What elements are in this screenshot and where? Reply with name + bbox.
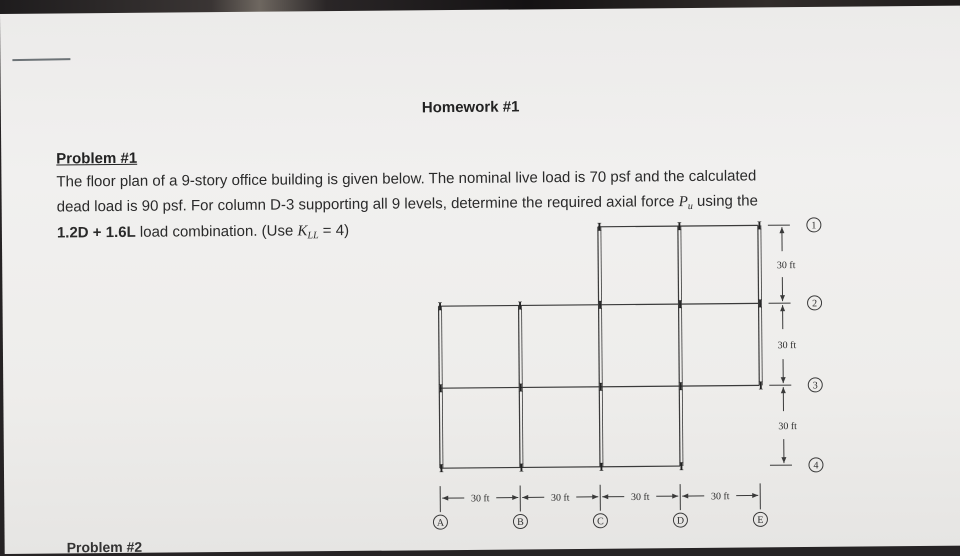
grid-bubble-label: 4 <box>813 460 818 471</box>
dim-label-vertical: 30 ft <box>778 340 797 351</box>
dim-arrow <box>512 495 518 500</box>
column-symbol: I <box>758 296 763 310</box>
page-title: Homework #1 <box>422 98 520 116</box>
column-symbol: I <box>518 380 523 394</box>
column-symbol: I <box>678 297 683 311</box>
column-symbol: I <box>678 379 683 393</box>
dim-arrow <box>592 494 598 499</box>
grid-bubble-label: 2 <box>812 298 817 309</box>
column-symbol: I <box>438 299 443 313</box>
girder-line-D <box>678 226 680 466</box>
column-symbol: I <box>679 459 684 473</box>
dim-label-horizontal: 30 ft <box>631 492 650 503</box>
column-symbol: I <box>438 381 443 395</box>
line-3-text-b: = 4) <box>319 222 350 239</box>
dim-label-vertical: 30 ft <box>777 260 796 271</box>
kll-symbol: K <box>297 223 307 239</box>
column-symbol: I <box>677 219 682 233</box>
grid-bubble-label: 1 <box>811 220 816 231</box>
grid-bubbles <box>431 218 824 529</box>
dim-label-horizontal: 30 ft <box>551 493 570 504</box>
grid-bubble-label: C <box>597 516 604 527</box>
dim-arrow <box>780 295 785 301</box>
dim-arrow <box>672 494 678 499</box>
problem-1-line-1: The floor plan of a 9-story office building is given below. The nominal live load is 70 psf and the calculated <box>56 167 756 190</box>
girder-edge-C <box>601 227 603 467</box>
dim-arrow <box>682 494 688 499</box>
dim-arrow <box>522 495 528 500</box>
dim-arrow <box>781 457 786 463</box>
dim-arrow <box>781 377 786 383</box>
dim-arrow <box>442 496 448 501</box>
dim-label-horizontal: 30 ft <box>711 491 730 502</box>
floor-plan-diagram <box>0 6 960 554</box>
problem-2-heading: Problem #2 <box>67 539 143 556</box>
line-2-text-a: dead load is 90 psf. For column D-3 supporting all 9 levels, determine the required axial force <box>57 193 679 215</box>
dim-arrow <box>602 494 608 499</box>
column-symbol: I <box>439 461 444 475</box>
line-3-text-a: load combination. (Use <box>136 222 298 240</box>
dimension-lines <box>438 225 798 512</box>
grid-bubble-label: D <box>677 516 684 527</box>
dim-arrow <box>752 493 758 498</box>
column-symbol: I <box>757 218 762 232</box>
column-symbol: I <box>518 298 523 312</box>
pu-subscript: u <box>688 201 693 212</box>
column-symbol: I <box>598 298 603 312</box>
dim-label-horizontal: 30 ft <box>471 493 490 504</box>
grid-bubble-label: 3 <box>813 380 818 391</box>
problem-1-heading: Problem #1 <box>56 150 137 168</box>
grid-bubble-label: B <box>517 517 524 528</box>
dim-arrow <box>781 387 786 393</box>
column-symbol: I <box>519 460 524 474</box>
girder-edge-D <box>681 226 683 466</box>
column-symbol: I <box>598 380 603 394</box>
column-symbols <box>437 218 764 475</box>
dim-arrow <box>779 227 784 233</box>
column-symbol: I <box>597 220 602 234</box>
grid-bubble-label: E <box>757 515 763 526</box>
dim-label-vertical: 30 ft <box>778 421 797 432</box>
girder-line-C <box>598 227 600 467</box>
load-combination: 1.2D + 1.6L <box>57 224 136 242</box>
line-2-text-b: using the <box>693 192 758 210</box>
dim-arrow <box>780 305 785 311</box>
column-symbol: I <box>758 378 763 392</box>
paper-sheet <box>0 6 960 554</box>
column-symbol: I <box>599 460 604 474</box>
grid-lines <box>438 225 763 468</box>
beam-row-4 <box>440 466 680 468</box>
grid-bubble-label: A <box>437 518 445 529</box>
kll-subscript: LL <box>307 230 318 241</box>
pu-symbol: P <box>679 194 688 210</box>
